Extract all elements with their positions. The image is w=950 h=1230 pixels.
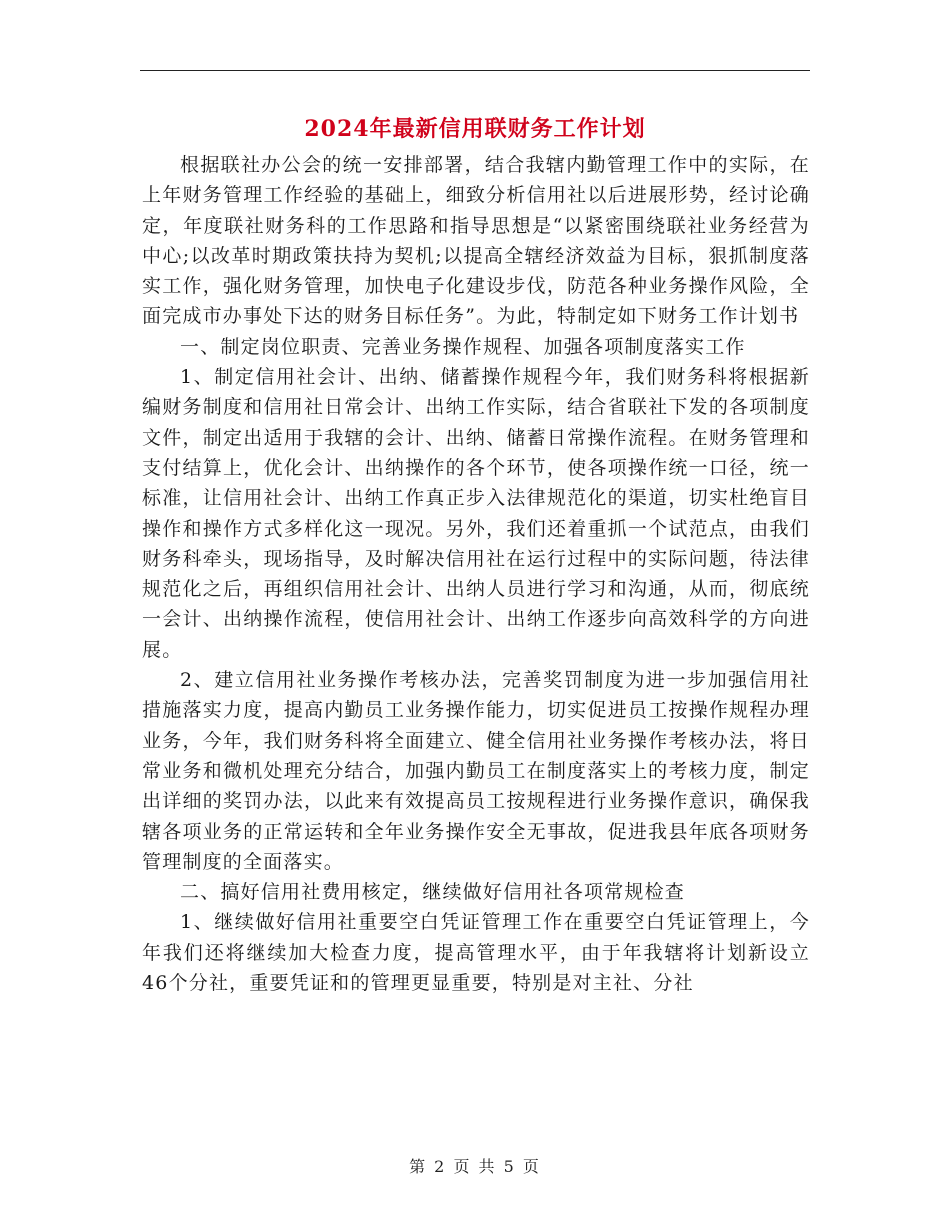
document-title: 2024年最新信用联财务工作计划 <box>304 116 646 142</box>
paragraph-2-1: 1、继续做好信用社重要空白凭证管理工作在重要空白凭证管理上，今年我们还将继续加大检查力度，提高管理水平，由于年我辖将计划新设立46个分社，重要凭证和的管理更显重要，特别是对主社、分社 <box>142 911 810 995</box>
section-heading-1: 一、制定岗位职责、完善业务操作规程、加强各项制度落实工作 <box>180 335 746 358</box>
header-rule <box>140 70 810 71</box>
paragraph-1-2: 2、建立信用社业务操作考核办法，完善奖罚制度为进一步加强信用社措施落实力度，提高内勤员工业务操作能力，切实促进员工按操作规程办理业务，今年，我们财务科将全面建立、健全信用社业务操作考核办法，将日常业务和微机处理充分结合，加强内勤员工在制度落实上的考核力度，制定出详细的奖罚办法，以此来有效提高员工按规程进行业务操作意识，确保我辖各项业务的正常运转和全年业务操作安全无事故，促进我县年底各项财务管理制度的全面落实。 <box>142 669 810 873</box>
paragraph-1-1: 1、制定信用社会计、出纳、储蓄操作规程今年，我们财务科将根据新编财务制度和信用社日常会计、出纳工作实际，结合省联社下发的各项制度文件，制定出适用于我辖的会计、出纳、储蓄日常操作流程。在财务管理和支付结算上，优化会计、出纳操作的各个环节，使各项操作统一口径，统一标准，让信用社会计、出纳工作真正步入法律规范化的渠道，切实杜绝盲目操作和操作方式多样化这一现况。另外，我们还着重抓一个试范点，由我们财务科牵头，现场指导，及时解决信用社在运行过程中的实际问题，待法律规范化之后，再组织信用社会计、出纳人员进行学习和沟通，从而，彻底统一会计、出纳操作流程，使信用社会计、出纳工作逐步向高效科学的方向进展。 <box>142 366 810 661</box>
document-body <box>142 150 810 998</box>
paragraph-intro: 根据联社办公会的统一安排部署，结合我辖内勤管理工作中的实际，在上年财务管理工作经验的基础上，细致分析信用社以后进展形势，经讨论确定，年度联社财务科的工作思路和指导思想是“以紧密围绕联社业务经营为中心;以改革时期政策扶持为契机;以提高全辖经济效益为目标，狠抓制度落实工作，强化财务管理，加快电子化建设步伐，防范各种业务操作风险，全面完成市办事处下达的财务目标任务”。为此，特制定如下财务工作计划书 <box>142 154 810 328</box>
page-number-footer: 第 2 页 共 5 页 <box>409 1157 541 1176</box>
section-heading-2: 二、搞好信用社费用核定，继续做好信用社各项常规检查 <box>180 881 686 904</box>
